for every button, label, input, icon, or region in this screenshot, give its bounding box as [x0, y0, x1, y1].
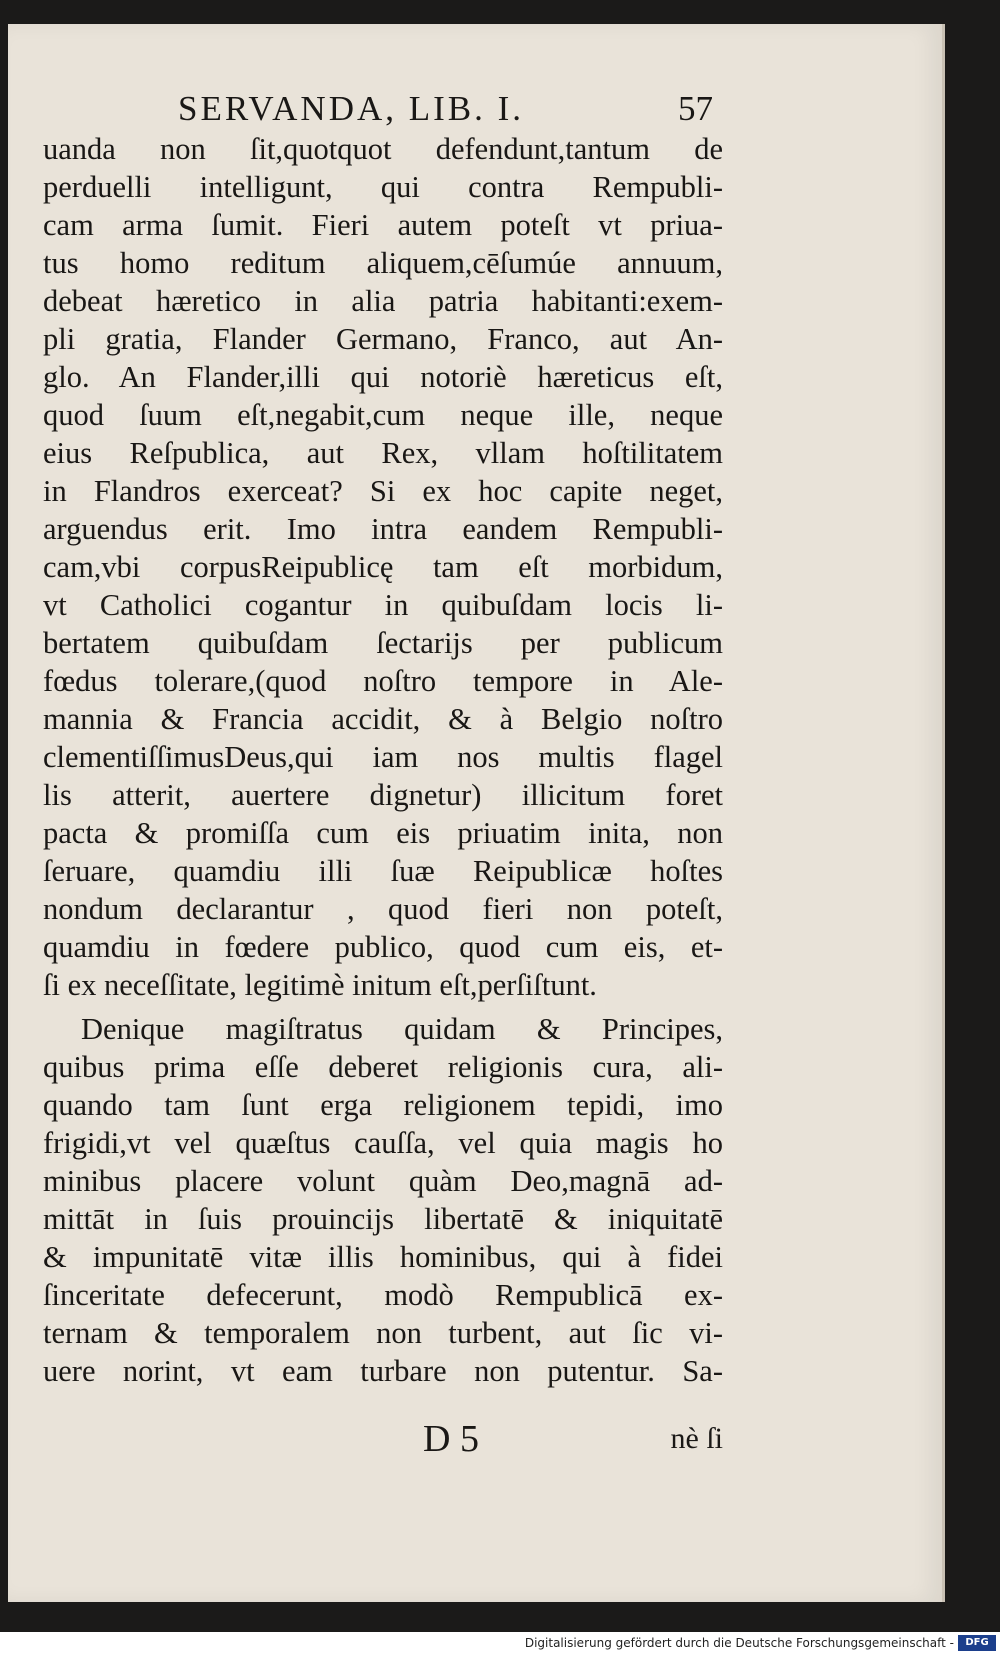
credit-text: Digitalisierung gefördert durch die Deutsche Forschungsgemeinschaft -: [524, 1636, 954, 1650]
text-line: tus homo reditum aliquem,cēſumúe annuum,: [43, 246, 723, 280]
text-line: eius Reſpublica, aut Rex, vllam hoſtilitatem: [43, 436, 723, 470]
text-line: ternam & temporalem non turbent, aut ſic vi-: [43, 1316, 723, 1350]
text-line: lis atterit, auertere dignetur) illicitum foret: [43, 778, 723, 812]
text-line: & impunitatē vitæ illis hominibus, qui à fidei: [43, 1240, 723, 1274]
text-line: mittāt in ſuis prouincijs libertatē & iniquitatē: [43, 1202, 723, 1236]
text-line: quamdiu in fœdere publico, quod cum eis, et-: [43, 930, 723, 964]
catchword: nè ſi: [670, 1422, 723, 1455]
text-line: glo. An Flander,illi qui notoriè hæreticus eſt,: [43, 360, 723, 394]
text-line: quando tam ſunt erga religionem tepidi, imo: [43, 1088, 723, 1122]
dfg-logo: DFG: [958, 1635, 996, 1651]
text-line: mannia & Francia accidit, & à Belgio noſtro: [43, 702, 723, 736]
book-page: [8, 24, 945, 1602]
text-line: ſeruare, quamdiu illi ſuæ Reipublicæ hoſtes: [43, 854, 723, 888]
signature-mark: D 5: [423, 1418, 479, 1460]
text-line: debeat hæretico in alia patria habitanti:exem-: [43, 284, 723, 318]
text-line: minibus placere volunt quàm Deo,magnā ad-: [43, 1164, 723, 1198]
page-header: [8, 84, 942, 134]
text-line: bertatem quibuſdam ſectarijs per publicum: [43, 626, 723, 660]
credit-bar: [0, 1632, 1000, 1654]
text-line: ſi ex neceſſitate, legitimè initum eſt,perſiſtunt.: [43, 968, 597, 1002]
text-line: Denique magiſtratus quidam & Principes,: [81, 1012, 723, 1046]
text-line: nondum declarantur , quod fieri non poteſt,: [43, 892, 723, 926]
text-line: uanda non ſit,quotquot defendunt,tantum de: [43, 132, 723, 166]
text-line: pli gratia, Flander Germano, Franco, aut An-: [43, 322, 723, 356]
text-line: quod ſuum eſt,negabit,cum neque ille, neque: [43, 398, 723, 432]
text-line: cam arma ſumit. Fieri autem poteſt vt priua-: [43, 208, 723, 242]
text-line: uere norint, vt eam turbare non putentur. Sa-: [43, 1354, 723, 1388]
text-line: perduelli intelligunt, qui contra Rempubli-: [43, 170, 723, 204]
running-head: SERVANDA, LIB. I.: [178, 89, 525, 128]
text-line: cam,vbi corpusReipublicę tam eſt morbidum,: [43, 550, 723, 584]
text-line: quibus prima eſſe deberet religionis cura, ali-: [43, 1050, 723, 1084]
text-line: vt Catholici cogantur in quibuſdam locis li-: [43, 588, 723, 622]
text-line: clementiſſimusDeus,qui iam nos multis flagel: [43, 740, 723, 774]
page-number: 57: [678, 89, 713, 128]
text-line: in Flandros exerceat? Si ex hoc capite neget,: [43, 474, 723, 508]
text-line: frigidi,vt vel quæſtus cauſſa, vel quia magis ho: [43, 1126, 723, 1160]
text-line: fœdus tolerare,(quod noſtro tempore in Ale-: [43, 664, 723, 698]
text-line: ſinceritate defecerunt, modò Rempublicā ex-: [43, 1278, 723, 1312]
text-line: arguendus erit. Imo intra eandem Rempubli-: [43, 512, 723, 546]
body-text: [43, 130, 723, 1390]
page-footer: [43, 1414, 723, 1464]
text-line: pacta & promiſſa cum eis priuatim inita, non: [43, 816, 723, 850]
